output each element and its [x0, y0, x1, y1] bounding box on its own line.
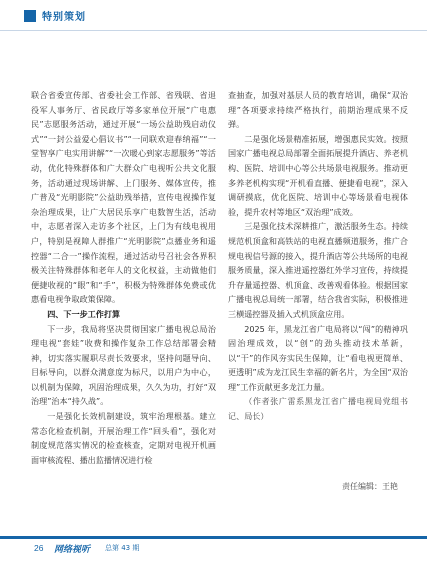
section-marker [24, 10, 36, 22]
page-footer [0, 536, 427, 568]
section-title: 特别策划 [42, 12, 86, 23]
right-paragraph-3: 三是强化技术深耕推广，激活服务生态。持续规范机顶盒和高铁站的电视直播频道服务，推广合规电视信号源的接入，提升酒店等公共场所的电视服务质量，深入推进遥控器红外学习宣传，持续提升存量遥控器、机顶盒、改善观看体验。根据国家广播电视总局统一部署，结合我省实际，积极推进三横遥控器及插入式机顶盒应用。 [228, 221, 408, 319]
section-heading-next-steps: 四、下一步工作打算 [47, 308, 121, 319]
issue-number: 总第 43 期 [105, 544, 140, 552]
footer-bar [0, 536, 427, 539]
right-paragraph-4: 2025 年，黑龙江省广电局将以“闯”的精神巩固治理成效，以“创”的劲头推动技术革新，以“干”的作风夯实民生保障，让“看电视更简单、更透明”成为龙江民生幸福的新名片，为全国“双治理”工作贡献更多龙江力量。 [228, 323, 408, 392]
left-column [31, 88, 216, 467]
section-header [0, 0, 427, 31]
page-number: 26 [34, 543, 44, 553]
right-column [228, 88, 408, 424]
header-divider [0, 30, 427, 31]
right-paragraph-2: 二是强化场景精准拓展，增强惠民实效。按照国家广播电视总局部署全面拓展提升酒店、养老机构、医院、培训中心等公共场景电视服务。推动更多养老机构实现“开机看直播、便捷看电视”，深入调研摸底，优化医院、培训中心等场景看电视体验，提升农村等地区“双治理”成效。 [228, 133, 408, 217]
right-paragraph-1: 查抽查，加强对基层人员的教育培训，确保“双治理”各项要求持续严格执行，前期治理成果不反弹。 [228, 90, 408, 130]
left-paragraph-2: 下一步，我局将坚决贯彻国家广播电视总局治理电视“套娃”收费和操作复杂工作总结部署会精神，切实落实履职尽责长效要求，坚持问题导向、目标导向，以群众满意度为标尺，以用户为中心，以机制为保障，巩固治理成果，久久为功，打好“双治理”治本“持久战”。 [31, 323, 216, 407]
responsible-editor: 责任编辑：王艳 [342, 482, 398, 491]
left-paragraph-1: 联合省委宣传部、省委社会工作部、省残联、省退役军人事务厅、省民政厅等多家单位开展“广电惠民”志愿服务活动，通过开展“一场公益助残启动仪式”“一封公益爱心倡议书”“一同联欢迎春纳福”“一堂智享广电实用讲解”“一次暖心到家志愿服务”等活动，优化特殊群体和广大群众广电视听公共文化服务，活动通过现场讲解、上门服务、媒体宣传，推广普及“光明影院”公益助残举措，宣传电视操作复杂治理成果，让广大居民乐享广电数智生活，活动中，志愿者深入走访多个社区，上门为有线电视用户，特别是视障人群推广“光明影院”点播业务和遥控器“二合一”操作流程，通过活动号召社会各界积极关注特殊群体和老年人的文化权益，主动做他们便捷收视的“眼”和“手”，积极为特殊群体免费或优惠看电视争取政策保障。 [31, 90, 216, 305]
left-paragraph-3: 一是强化长效机制建设，筑牢治理根基。建立常态化检查机制，开展治理工作“回头看”，强化对制度规范落实情况的检查核查，定期对电视开机画面审核流程、播出监播情况进行检 [31, 411, 216, 465]
author-byline: （作者张广雷系黑龙江省广播电视局党组书记、局长） [228, 396, 408, 422]
top-image-area [20, 33, 410, 83]
magazine-name: 网络视听 [54, 545, 91, 555]
